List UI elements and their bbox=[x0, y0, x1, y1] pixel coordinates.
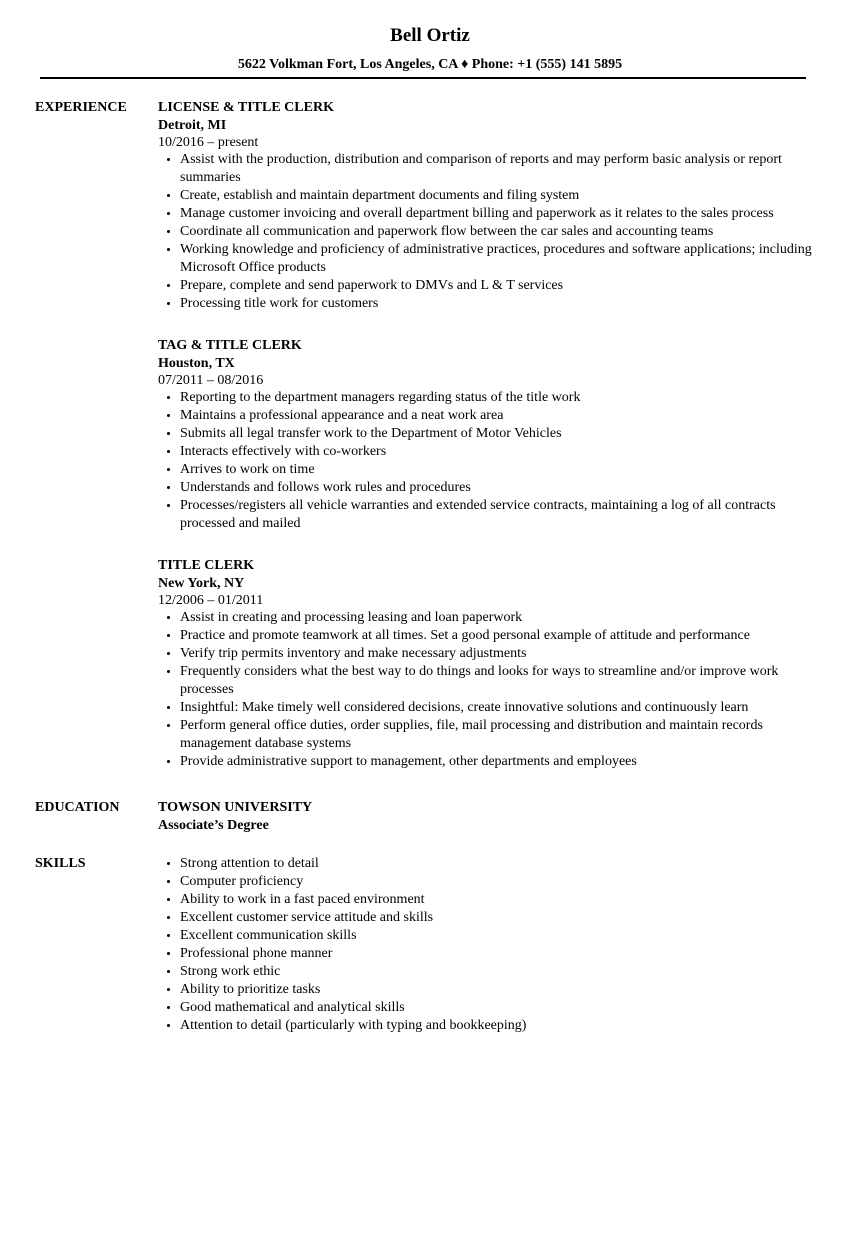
school-name: TOWSON UNIVERSITY bbox=[158, 800, 313, 815]
job-entry bbox=[158, 557, 818, 771]
header-divider bbox=[40, 77, 806, 79]
list-item: • Excellent customer service attitude and skills bbox=[180, 909, 818, 927]
list-item: • Create, establish and maintain department documents and filing system bbox=[180, 187, 818, 205]
list-item: • Frequently considers what the best way to do things and looks for ways to streamline and/or improve work processes bbox=[180, 663, 818, 699]
job-dates: 07/2011 – 08/2016 bbox=[158, 373, 264, 388]
contact-line: 5622 Volkman Fort, Los Angeles, CA ♦ Phone: +1 (555) 141 5895 bbox=[237, 57, 623, 72]
candidate-name: Bell Ortiz bbox=[390, 25, 470, 46]
resume-header bbox=[0, 0, 860, 74]
list-item: • Processing title work for customers bbox=[180, 295, 818, 313]
list-item: • Provide administrative support to management, other departments and employees bbox=[180, 753, 818, 771]
list-item: • Good mathematical and analytical skills bbox=[180, 999, 818, 1017]
list-item: • Professional phone manner bbox=[180, 945, 818, 963]
job-location: New York, NY bbox=[158, 576, 245, 591]
list-item: • Maintains a professional appearance and a neat work area bbox=[180, 407, 818, 425]
job-duties-list bbox=[158, 151, 818, 313]
list-item: • Excellent communication skills bbox=[180, 927, 818, 945]
job-dates: 10/2016 – present bbox=[158, 135, 259, 150]
list-item: • Perform general office duties, order supplies, file, mail processing and distribution and maintain records management database systems bbox=[180, 717, 818, 753]
list-item: • Manage customer invoicing and overall department billing and paperwork as it relates to the sales process bbox=[180, 205, 818, 223]
list-item: • Computer proficiency bbox=[180, 873, 818, 891]
list-item: • Ability to prioritize tasks bbox=[180, 981, 818, 999]
job-location: Houston, TX bbox=[158, 356, 235, 371]
list-item: • Verify trip permits inventory and make necessary adjustments bbox=[180, 645, 818, 663]
skills-body bbox=[158, 855, 818, 1035]
list-item: • Submits all legal transfer work to the Department of Motor Vehicles bbox=[180, 425, 818, 443]
list-item: • Assist with the production, distribution and comparison of reports and may perform basic analysis or report summaries bbox=[180, 151, 818, 187]
job-duties-list bbox=[158, 389, 818, 533]
list-item: • Attention to detail (particularly with typing and bookkeeping) bbox=[180, 1017, 818, 1035]
job-title: TITLE CLERK bbox=[158, 558, 255, 573]
list-item: • Strong attention to detail bbox=[180, 855, 818, 873]
job-location: Detroit, MI bbox=[158, 118, 227, 133]
job-entry bbox=[158, 337, 818, 533]
job-entry bbox=[158, 99, 818, 313]
list-item: • Strong work ethic bbox=[180, 963, 818, 981]
list-item: • Processes/registers all vehicle warranties and extended service contracts, maintaining a log of all contracts processed and mailed bbox=[180, 497, 818, 533]
experience-body bbox=[158, 99, 818, 795]
skills-heading: SKILLS bbox=[35, 856, 86, 871]
list-item: • Interacts effectively with co-workers bbox=[180, 443, 818, 461]
list-item: • Prepare, complete and send paperwork to DMVs and L & T services bbox=[180, 277, 818, 295]
list-item: • Arrives to work on time bbox=[180, 461, 818, 479]
experience-heading: EXPERIENCE bbox=[35, 100, 127, 115]
list-item: • Reporting to the department managers regarding status of the title work bbox=[180, 389, 818, 407]
list-item: • Working knowledge and proficiency of administrative practices, procedures and software applications; including Microsoft Office products bbox=[180, 241, 818, 277]
list-item: • Insightful: Make timely well considered decisions, create innovative solutions and continuously learn bbox=[180, 699, 818, 717]
education-heading: EDUCATION bbox=[35, 800, 120, 815]
list-item: • Assist in creating and processing leasing and loan paperwork bbox=[180, 609, 818, 627]
degree: Associate’s Degree bbox=[158, 818, 269, 833]
list-item: • Coordinate all communication and paperwork flow between the car sales and accounting teams bbox=[180, 223, 818, 241]
list-item: • Practice and promote teamwork at all times. Set a good personal example of attitude and performance bbox=[180, 627, 818, 645]
job-title: TAG & TITLE CLERK bbox=[158, 338, 302, 353]
job-dates: 12/2006 – 01/2011 bbox=[158, 593, 264, 608]
education-body bbox=[158, 799, 818, 835]
skills-list bbox=[158, 855, 818, 1035]
list-item: • Ability to work in a fast paced environment bbox=[180, 891, 818, 909]
list-item: • Understands and follows work rules and procedures bbox=[180, 479, 818, 497]
job-duties-list bbox=[158, 609, 818, 771]
job-title: LICENSE & TITLE CLERK bbox=[158, 100, 334, 115]
